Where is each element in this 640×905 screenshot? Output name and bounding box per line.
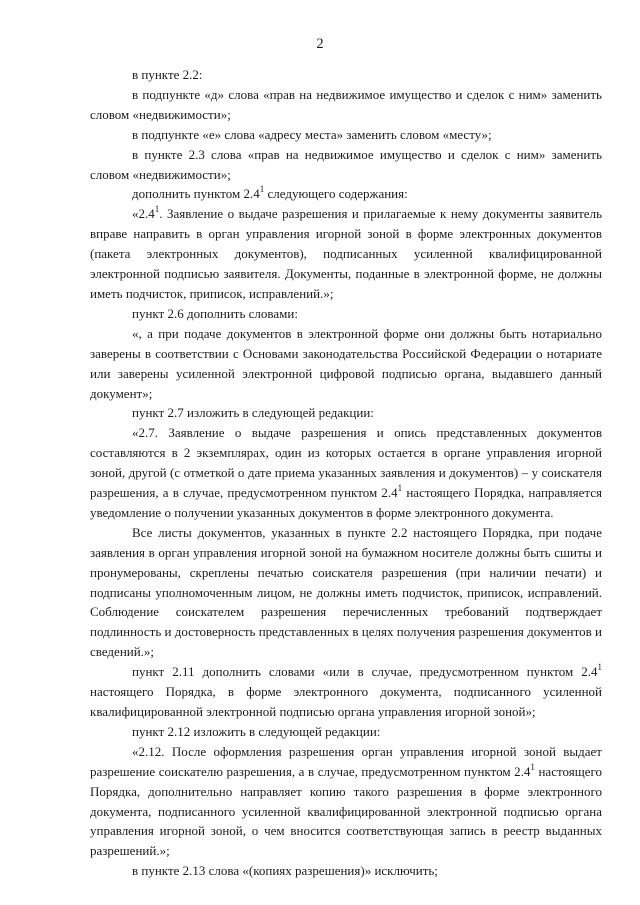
paragraph-12: пункт 2.11 дополнить словами «или в случае, предусмотренном пунктом $2.4^1$ настоящего Порядка, в форме электронного документа, подписанного усиленной квалифицированной электронной подписью органа управления игорной зоной»; — [90, 662, 602, 719]
paragraph-4: в пункте 2.3 слова «прав на недвижимое имущество и сделок с ним» заменить словом «недвижимости»; — [90, 146, 602, 182]
paragraph-15: в пункте 2.13 слова «(копиях разрешения)» исключить; — [132, 863, 438, 879]
paragraph-14: «2.12. После оформления разрешения орган управления игорной зоной выдает разрешение соискателю разрешения, а в случае, предусмотренном пунктом $2.4^1$ настоящего Порядка, дополнительно направляет копию такого разрешения в форме электронного документа, подписанного усиленной квалифицированной электронной подписью органа управления игорной зоной, о чем вносится соответствующая запись в реестр выданных разрешений.»; — [90, 743, 602, 859]
paragraph-10: «2.7. Заявление о выдаче разрешения и опись представленных документов составляются в 2 экземплярах, один из которых остается в органе управления игорной зоной, другой (с отметкой о дате приема указанных заявления и документов) – у соискателя разрешения, а в случае, предусмотренном пунктом $2.4^1$ настоящего Порядка, направляется уведомление о получении указанных документов в форме электронного документа. — [90, 425, 602, 520]
document-body — [90, 65, 602, 881]
paragraph-11: Все листы документов, указанных в пункте 2.2 настоящего Порядка, при подаче заявления в орган управления игорной зоной на бумажном носителе должны быть сшиты и пронумерованы, скреплены печатью соискателя разрешения (при наличии печати) и подписаны уполномоченным лицом, не должны иметь подчисток, приписок, исправлений. Соблюдение соискателем разрешения перечисленных требований подтверждает подлинность и достоверность представленных в целях получения разрешения документов и сведений.»; — [90, 524, 602, 660]
paragraph-5: дополнить пунктом $2.4^1$ следующего содержания: — [132, 184, 408, 202]
paragraph-2: в подпункте «д» слова «прав на недвижимое имущество и сделок с ним» заменить словом «недвижимости»; — [90, 86, 602, 122]
paragraph-1: в пункте 2.2: — [132, 67, 203, 82]
paragraph-13: пункт 2.12 изложить в следующей редакции: — [132, 723, 381, 739]
paragraph-6: «$2.4^1$. Заявление о выдаче разрешения и прилагаемые к нему документы заявитель вправе направить в орган управления игорной зоной в форме электронных документов (пакета электронных документов), подписанных усиленной квалифицированной электронной подписью заявителя. Документы, поданные в электронной форме, не должны иметь подчисток, приписок, исправлений.»; — [90, 204, 602, 301]
page-number: 2 — [316, 36, 324, 52]
paragraph-7: пункт 2.6 дополнить словами: — [132, 305, 298, 321]
paragraph-9: пункт 2.7 изложить в следующей редакции: — [132, 405, 374, 421]
paragraph-3: в подпункте «е» слова «адресу места» заменить словом «месту»; — [132, 126, 492, 142]
paragraph-8: «, а при подаче документов в электронной форме они должны быть нотариально заверены в соответствии с Основами законодательства Российской Федерации о нотариате или заверены усиленной электронной цифровой подписью органа, выдавшего данный документ»; — [90, 325, 602, 401]
